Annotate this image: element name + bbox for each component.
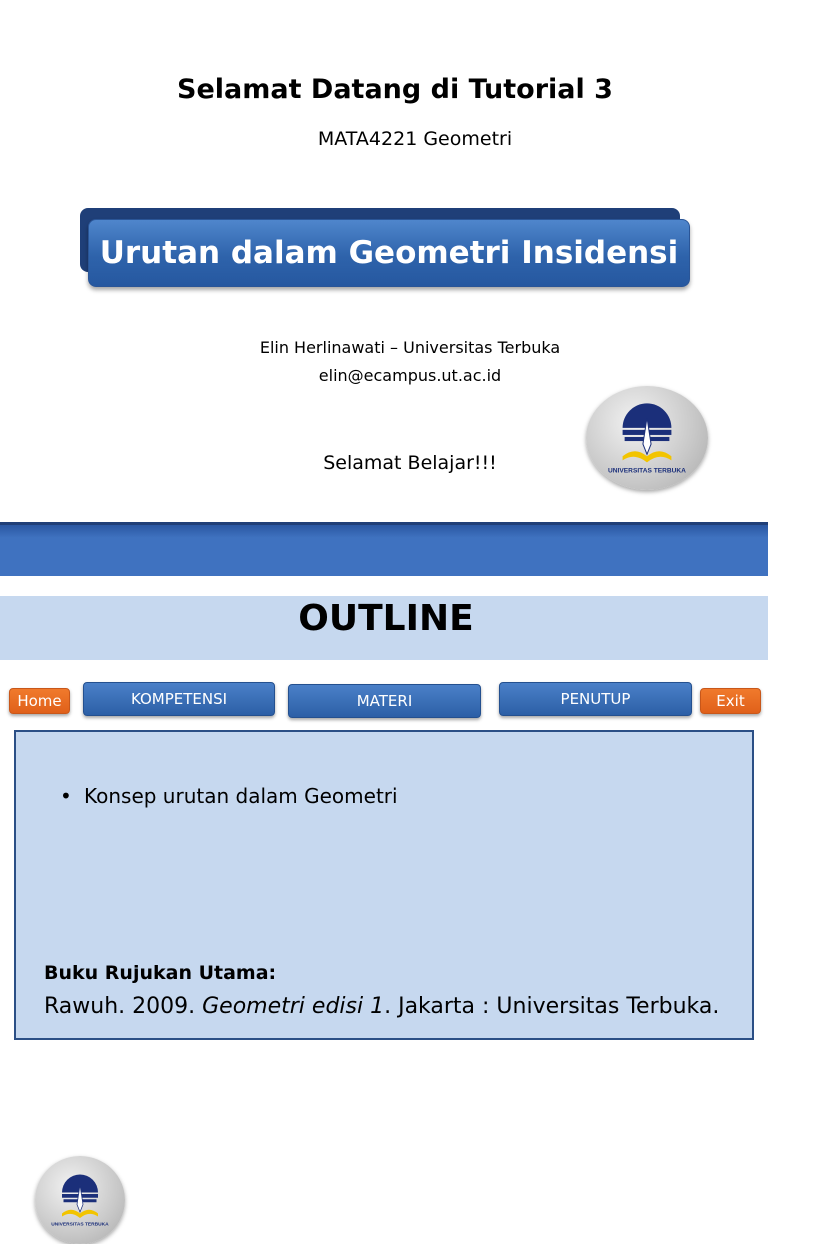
ut-emblem-icon bbox=[586, 386, 708, 490]
list-item bbox=[60, 784, 398, 808]
outline-slide bbox=[0, 576, 768, 1228]
ut-emblem-icon bbox=[35, 1156, 125, 1244]
bullet-text: Konsep urutan dalam Geometri bbox=[84, 784, 398, 808]
slide-title: Selamat Datang di Tutorial 3 bbox=[177, 74, 613, 105]
reference-book-title: Geometri edisi 1 bbox=[202, 994, 385, 1019]
penutup-button[interactable]: PENUTUP bbox=[499, 682, 692, 716]
topic-banner: Urutan dalam Geometri Insidensi bbox=[88, 219, 690, 287]
university-logo-small bbox=[35, 1156, 125, 1244]
slide-divider-bar bbox=[0, 522, 768, 576]
author-line: Elin Herlinawati – Universitas Terbuka bbox=[259, 338, 561, 357]
title-slide bbox=[0, 0, 768, 522]
reference-author-year: Rawuh. 2009. bbox=[44, 994, 203, 1019]
university-logo bbox=[586, 386, 708, 490]
outline-title: OUTLINE bbox=[298, 598, 474, 639]
outline-content-box bbox=[14, 730, 754, 1040]
materi-button[interactable]: MATERI bbox=[288, 684, 481, 718]
home-button[interactable]: Home bbox=[9, 688, 70, 714]
kompetensi-button[interactable]: KOMPETENSI bbox=[83, 682, 275, 716]
reference-text bbox=[44, 994, 719, 1019]
reference-heading: Buku Rujukan Utama: bbox=[44, 962, 277, 984]
bullet-icon: • bbox=[60, 784, 72, 808]
course-subtitle: MATA4221 Geometri bbox=[317, 128, 513, 150]
author-email: elin@ecampus.ut.ac.id bbox=[318, 366, 502, 385]
logo-caption: UNIVERSITAS TERBUKA bbox=[608, 467, 686, 475]
exit-button[interactable]: Exit bbox=[700, 688, 761, 714]
logo-caption: UNIVERSITAS TERBUKA bbox=[51, 1222, 109, 1228]
greeting-text: Selamat Belajar!!! bbox=[323, 452, 497, 474]
reference-publisher: . Jakarta : Universitas Terbuka. bbox=[384, 994, 720, 1019]
